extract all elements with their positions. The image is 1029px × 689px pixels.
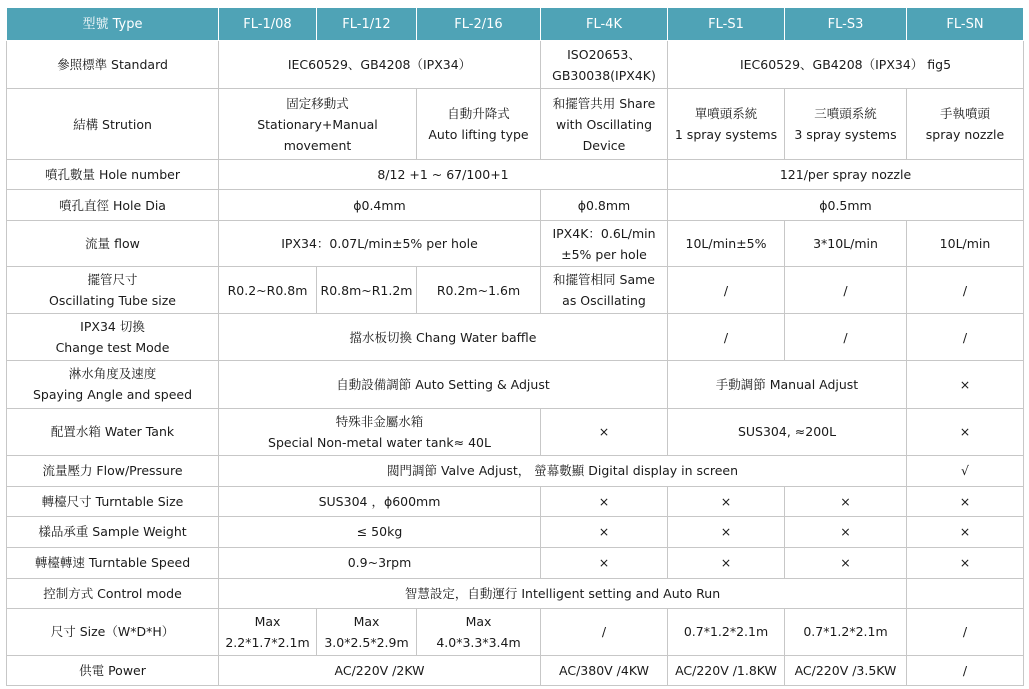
flow-fl-1-2: IPX34：0.07L/min±5% per hole [219,221,541,267]
structure-sn-line2: spray nozzle [925,127,1005,143]
speed-fl-1-2: 0.9~3rpm [219,547,541,578]
header-fl-sn: FL-SN [907,8,1024,41]
structure-s1-line1: 單噴頭系統 [694,106,758,122]
holes-fl-s: 121/per spray nozzle [668,160,1024,190]
power-fl-1-2: AC/220V /2KW [219,655,541,685]
structure-s3 [785,89,907,160]
size-fl-2-16-line2: 4.0*3.3*3.4m [436,634,521,650]
flow-fl-s3: 3*10L/min [785,221,907,267]
structure-shared-line3: Device [582,137,626,153]
structure-fixed [219,89,417,160]
size-fl-s3: 0.7*1.2*2.1m [785,608,907,655]
mode-fl-s1: / [668,314,785,361]
angle-fl-s: 手動調節 Manual Adjust [668,361,907,408]
tank-fl-4k: × [541,408,668,455]
mode-fl: 擋水板切換 Chang Water baffle [219,314,668,361]
row-power [7,655,1024,685]
flow-fl-s1: 10L/min±5% [668,221,785,267]
holes-fl: 8/12 +1 ~ 67/100+1 [219,160,668,190]
tube-fl-1-12: R0.8m~R1.2m [317,267,417,314]
label-standard: 參照標準 Standard [7,41,219,89]
turntable-fl-sn: × [907,486,1024,516]
structure-sn [907,89,1024,160]
weight-fl-4k: × [541,516,668,547]
mode-fl-s3: / [785,314,907,361]
row-flow [7,221,1024,267]
power-fl-s1: AC/220V /1.8KW [668,655,785,685]
size-fl-s1: 0.7*1.2*2.1m [668,608,785,655]
weight-fl-s1: × [668,516,785,547]
turntable-fl-1-2: SUS304 ，ϕ600mm [219,486,541,516]
row-turntable [7,486,1024,516]
structure-s1-line2: 1 spray systems [674,127,778,143]
size-fl-sn: / [907,608,1024,655]
standard-fl-1-2: IEC60529、GB4208（IPX34） [219,41,541,89]
spec-table [6,7,1024,686]
flow-fl-sn: 10L/min [907,221,1024,267]
label-tube-line1: 擺管尺寸 [87,272,138,288]
row-holes [7,160,1024,190]
standard-fl-s: IEC60529、GB4208（IPX34） fig5 [668,41,1024,89]
angle-fl: 自動設備調節 Auto Setting & Adjust [219,361,668,408]
label-pressure: 流量壓力 Flow/Pressure [7,455,219,486]
row-size [7,608,1024,655]
header-fl-1-12: FL-1/12 [317,8,417,41]
turntable-fl-s3: × [785,486,907,516]
header-fl-s3: FL-S3 [785,8,907,41]
structure-s1 [668,89,785,160]
row-dia [7,190,1024,221]
control-fl-sn [907,578,1024,608]
speed-fl-4k: × [541,547,668,578]
label-tube [7,267,219,314]
row-weight [7,516,1024,547]
size-fl-1-12-line1: Max [353,613,380,629]
tube-fl-4k-line1: 和擺管相同 Same [553,272,655,288]
pressure-fl-sn: √ [907,455,1024,486]
structure-lifting-line2: Auto lifting type [428,127,529,143]
structure-lifting-line1: 自動升降式 [447,106,510,122]
weight-fl-sn: × [907,516,1024,547]
header-fl-1-08: FL-1/08 [219,8,317,41]
label-turntable: 轉檯尺寸 Turntable Size [7,486,219,516]
control-fl: 智慧設定，自動運行 Intelligent setting and Auto Run [219,578,907,608]
label-power: 供電 Power [7,655,219,685]
flow-fl-4k-line2: ±5% per hole [561,246,647,262]
structure-lifting [417,89,541,160]
weight-fl-1-2: ≤ 50kg [219,516,541,547]
tank-fl-1-2-line2: Special Non-metal water tank≈ 40L [268,434,491,450]
tube-fl-1-08: R0.2~R0.8m [219,267,317,314]
structure-shared [541,89,668,160]
angle-fl-sn: × [907,361,1024,408]
row-structure [7,89,1024,160]
power-fl-sn: / [907,655,1024,685]
label-control: 控制方式 Control mode [7,578,219,608]
label-mode-line2: Change test Mode [55,340,170,356]
tube-fl-2-16: R0.2m~1.6m [417,267,541,314]
label-size: 尺寸 Size（W*D*H） [7,608,219,655]
size-fl-1-12-line2: 3.0*2.5*2.9m [324,634,409,650]
row-angle [7,361,1024,408]
row-tank [7,408,1024,455]
size-fl-1-08-line1: Max [254,613,281,629]
pressure-fl: 閥門調節 Valve Adjust， 螢幕數顯 Digital display in screen [219,455,907,486]
header-fl-4k: FL-4K [541,8,668,41]
standard-fl-4k-line1: ISO20653、 [567,46,641,62]
structure-sn-line1: 手執噴頭 [939,106,990,122]
label-tube-line2: Oscillating Tube size [48,293,176,309]
row-speed [7,547,1024,578]
weight-fl-s3: × [785,516,907,547]
tube-fl-4k [541,267,668,314]
standard-fl-4k [541,41,668,89]
dia-fl-s: ϕ0.5mm [668,190,1024,221]
power-fl-s3: AC/220V /3.5KW [785,655,907,685]
size-fl-2-16 [417,608,541,655]
header-fl-2-16: FL-2/16 [417,8,541,41]
structure-shared-line2: with Oscillating [555,116,653,132]
label-tank: 配置水箱 Water Tank [7,408,219,455]
speed-fl-s1: × [668,547,785,578]
size-fl-1-12 [317,608,417,655]
structure-fixed-line1: 固定移動式 [286,95,349,111]
size-fl-2-16-line1: Max [465,613,492,629]
label-angle-line1: 淋水角度及速度 [68,366,157,382]
mode-fl-sn: / [907,314,1024,361]
header-row [7,8,1024,41]
structure-shared-line1: 和擺管共用 Share [552,95,656,111]
dia-fl-1-2: ϕ0.4mm [219,190,541,221]
label-dia: 噴孔直徑 Hole Dia [7,190,219,221]
tank-fl-sn: × [907,408,1024,455]
structure-s3-line1: 三噴頭系統 [814,106,877,122]
row-control [7,578,1024,608]
tube-fl-sn: / [907,267,1024,314]
power-fl-4k: AC/380V /4KW [541,655,668,685]
label-mode-line1: IPX34 切換 [80,319,145,335]
label-speed: 轉檯轉速 Turntable Speed [7,547,219,578]
header-fl-s1: FL-S1 [668,8,785,41]
row-mode [7,314,1024,361]
label-angle [7,361,219,408]
flow-fl-4k-line1: IPX4K：0.6L/min [552,225,656,241]
size-fl-1-08 [219,608,317,655]
label-flow: 流量 flow [7,221,219,267]
structure-s3-line2: 3 spray systems [794,127,897,143]
size-fl-1-08-line2: 2.2*1.7*2.1m [225,634,310,650]
speed-fl-s3: × [785,547,907,578]
tank-fl-1-2 [219,408,541,455]
structure-fixed-line2: Stationary+Manual [257,116,378,132]
tube-fl-s3: / [785,267,907,314]
turntable-fl-4k: × [541,486,668,516]
tank-fl-s: SUS304, ≈200L [668,408,907,455]
tube-fl-4k-line2: as Oscillating [562,293,646,309]
label-holes: 噴孔數量 Hole number [7,160,219,190]
speed-fl-sn: × [907,547,1024,578]
label-structure: 結構 Strution [7,89,219,160]
tank-fl-1-2-line1: 特殊非金屬水箱 [335,413,424,429]
label-angle-line2: Spaying Angle and speed [32,387,193,403]
dia-fl-4k: ϕ0.8mm [541,190,668,221]
structure-fixed-line3: movement [283,137,352,153]
standard-fl-4k-line2: GB30038(IPX4K) [552,67,656,83]
row-tube [7,267,1024,314]
tube-fl-s1: / [668,267,785,314]
turntable-fl-s1: × [668,486,785,516]
row-standard [7,41,1024,89]
label-mode [7,314,219,361]
header-type: 型號 Type [7,8,219,41]
size-fl-4k: / [541,608,668,655]
flow-fl-4k [541,221,668,267]
row-pressure [7,455,1024,486]
label-weight: 樣品承重 Sample Weight [7,516,219,547]
